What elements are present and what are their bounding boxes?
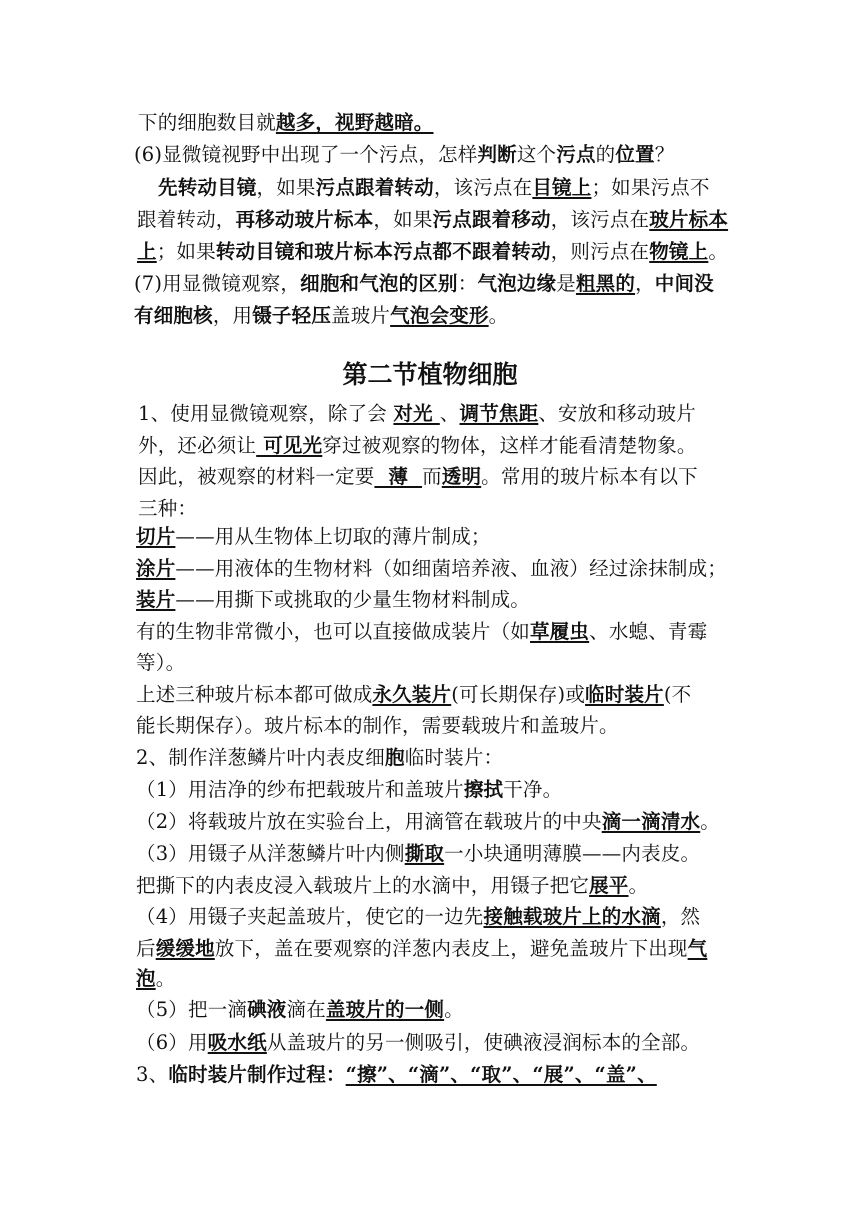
key-term: 转动目镜和玻片标本污点都不跟着转动 (215, 240, 551, 263)
text-line (136, 871, 736, 901)
key-term: 污点跟着移动 (432, 208, 551, 231)
text-line (136, 522, 736, 552)
text-line: 等）。 (136, 651, 186, 674)
text: 跟着转动， (137, 208, 236, 231)
text: （5）把一滴 (136, 998, 248, 1021)
text: 。 (444, 998, 464, 1021)
text: 而 (422, 465, 442, 488)
key-term: 调节焦距 (459, 402, 539, 425)
text: 一小块通明薄膜——内表皮。 (444, 842, 701, 865)
text-line (137, 237, 737, 267)
text: 。 (628, 874, 649, 897)
text-line (136, 775, 736, 805)
key-term: 判断 (477, 143, 517, 166)
text: ， (635, 272, 655, 295)
text-line (136, 585, 736, 615)
text-line (136, 743, 736, 773)
key-term: 装片 (136, 588, 176, 611)
text: 、水螅、青霉 (589, 620, 708, 643)
key-term: 细胞和气泡的区别 (300, 272, 458, 295)
text-line: 能长期保存）。玻片标本的制作，需要载玻片和盖玻片。 (136, 714, 619, 737)
text: 的 (595, 143, 616, 166)
text-line (158, 173, 758, 203)
key-term: 污点 (556, 143, 596, 166)
key-term: 玻片标本 (649, 208, 729, 231)
key-term: 透明 (441, 465, 482, 488)
key-term: 胞 (385, 746, 405, 769)
key-term: 接触载玻片上的水滴 (483, 905, 661, 928)
key-term: 吸水纸 (207, 1031, 267, 1054)
text: 这个 (516, 143, 557, 166)
key-term: 气泡会变形 (390, 304, 489, 327)
text: （2）将载玻片放在实验台上，用滴管在载玻片的中央 (136, 810, 602, 833)
text-line (136, 680, 736, 710)
text: ，如果 (373, 208, 433, 231)
text-line (136, 995, 736, 1025)
text-line (136, 617, 736, 647)
key-term: 越多，视野越暗。 (275, 111, 434, 134)
text-line (136, 807, 736, 837)
text: 干净。 (503, 778, 563, 801)
section-heading: 第二节植物细胞 (342, 360, 518, 389)
text: (可长期保存)或 (451, 683, 586, 706)
key-term: 草履虫 (530, 620, 590, 643)
text: ，该污点在 (433, 176, 533, 199)
text: 1、使用显微镜观察，除了会 (138, 402, 394, 425)
key-term: 目镜上 (532, 176, 592, 199)
text-line (136, 1060, 736, 1090)
text: (7)用显微镜观察， (134, 272, 301, 295)
text-line (136, 839, 736, 869)
text: ？ (654, 143, 675, 166)
text: 盖玻片 (331, 304, 391, 327)
text: 上述三种玻片标本都可做成 (136, 683, 373, 706)
text-line (134, 269, 734, 299)
text-line (136, 1028, 736, 1058)
key-term: 可见光 (256, 434, 323, 457)
key-term: 展平 (589, 874, 629, 897)
text: ；如果污点不 (591, 176, 710, 199)
text: 放下，盖在要观察的洋葱内表皮上，避免盖玻片下出现 (214, 937, 688, 960)
text-line: 三种： (138, 497, 198, 520)
key-term: 粗黑的 (575, 272, 636, 295)
text-line (134, 140, 734, 170)
key-term: 先转动目镜 (158, 176, 257, 199)
text-line (138, 431, 738, 461)
key-term: 涂片 (136, 557, 176, 580)
text: 滴在 (286, 998, 326, 1021)
text: 把撕下的内表皮浸入载玻片上的水滴中，用镊子把它 (136, 874, 590, 897)
key-term: 对光 (393, 402, 440, 425)
text: 。 (155, 967, 176, 990)
text: (6)显微镜视野中出现了一个污点，怎样 (134, 143, 478, 166)
text: 穿过被观察的物体，这样才能看清楚物象。 (322, 434, 697, 457)
text: 外，还必须让 (138, 434, 257, 457)
key-term: 镊子轻压 (252, 304, 332, 327)
text: （6）用 (136, 1031, 208, 1054)
text: ，用 (212, 304, 253, 327)
key-term: 滴一滴清水 (601, 810, 701, 833)
key-term: 污点跟着转动 (315, 176, 434, 199)
text: ；如果 (156, 240, 216, 263)
text: ，如果 (256, 176, 316, 199)
text: 有的生物非常微小，也可以直接做成装片（如 (136, 620, 531, 643)
text: （1）用洁净的纱布把载玻片和盖玻片 (136, 778, 464, 801)
text-line (136, 934, 736, 964)
key-term: 盖玻片的一侧 (325, 998, 445, 1021)
key-term: 有细胞核 (134, 304, 213, 327)
text: 3、 (136, 1063, 169, 1086)
key-term: 位置 (615, 143, 655, 166)
text: 、 (439, 402, 460, 425)
text: （3）用镊子从洋葱鳞片叶内侧 (136, 842, 405, 865)
key-term: 再移动玻片标本 (235, 208, 374, 231)
text: ——用撕下或挑取的少量生物材料制成。 (175, 588, 531, 611)
key-term: 切片 (136, 525, 176, 548)
text: 临时装片： (404, 746, 504, 769)
text: ，然 (660, 905, 701, 928)
key-term: 物镜上 (649, 240, 709, 263)
key-term: “擦”、“滴”、“取”、“展”、“盖”、 (345, 1063, 657, 1086)
text-line (138, 108, 738, 138)
key-term: 碘液 (247, 998, 287, 1021)
text: 。 (708, 240, 729, 263)
text: 。常用的玻片标本有以下 (481, 465, 698, 488)
key-term: 永久装片 (372, 683, 452, 706)
text: ——用液体的生物材料（如细菌培养液、血液）经过涂抹制成； (175, 557, 728, 580)
text: 。 (488, 304, 509, 327)
text-line (138, 399, 738, 429)
text: 后 (136, 937, 156, 960)
text: ，该污点在 (550, 208, 650, 231)
text: 下的细胞数目就 (138, 111, 276, 134)
text: 、安放和移动玻片 (538, 402, 696, 425)
text-line (134, 301, 734, 331)
key-term: 泡 (136, 967, 156, 990)
text-line (136, 902, 736, 932)
text-line (138, 462, 738, 492)
text-line (136, 554, 736, 584)
key-term: 薄 (374, 465, 423, 488)
key-term: 临时装片 (585, 683, 664, 706)
key-term: 缓缓地 (155, 937, 215, 960)
text: ： (457, 272, 478, 295)
text: 。 (700, 810, 720, 833)
key-term: 擦拭 (463, 778, 504, 801)
text: 2、制作洋葱鳞片叶内表皮细 (136, 746, 386, 769)
text: ，则污点在 (550, 240, 650, 263)
text: ——用从生物体上切取的薄片制成； (175, 525, 491, 548)
key-term: 中间没 (654, 272, 714, 295)
text: 从盖玻片的另一侧吸引，使碘液浸润标本的全部。 (266, 1031, 701, 1054)
key-term: 上 (137, 240, 157, 263)
key-term: 气 (687, 937, 708, 960)
text: 因此，被观察的材料一定要 (138, 465, 375, 488)
key-term: 撕取 (404, 842, 445, 865)
text: (不 (663, 683, 692, 706)
text: （4）用镊子夹起盖玻片，使它的一边先 (136, 905, 484, 928)
text-line (137, 205, 737, 235)
key-term: 气泡边缘 (477, 272, 557, 295)
text: 是 (556, 272, 576, 295)
key-term: 临时装片制作过程： (168, 1063, 346, 1086)
text-line (136, 964, 736, 994)
